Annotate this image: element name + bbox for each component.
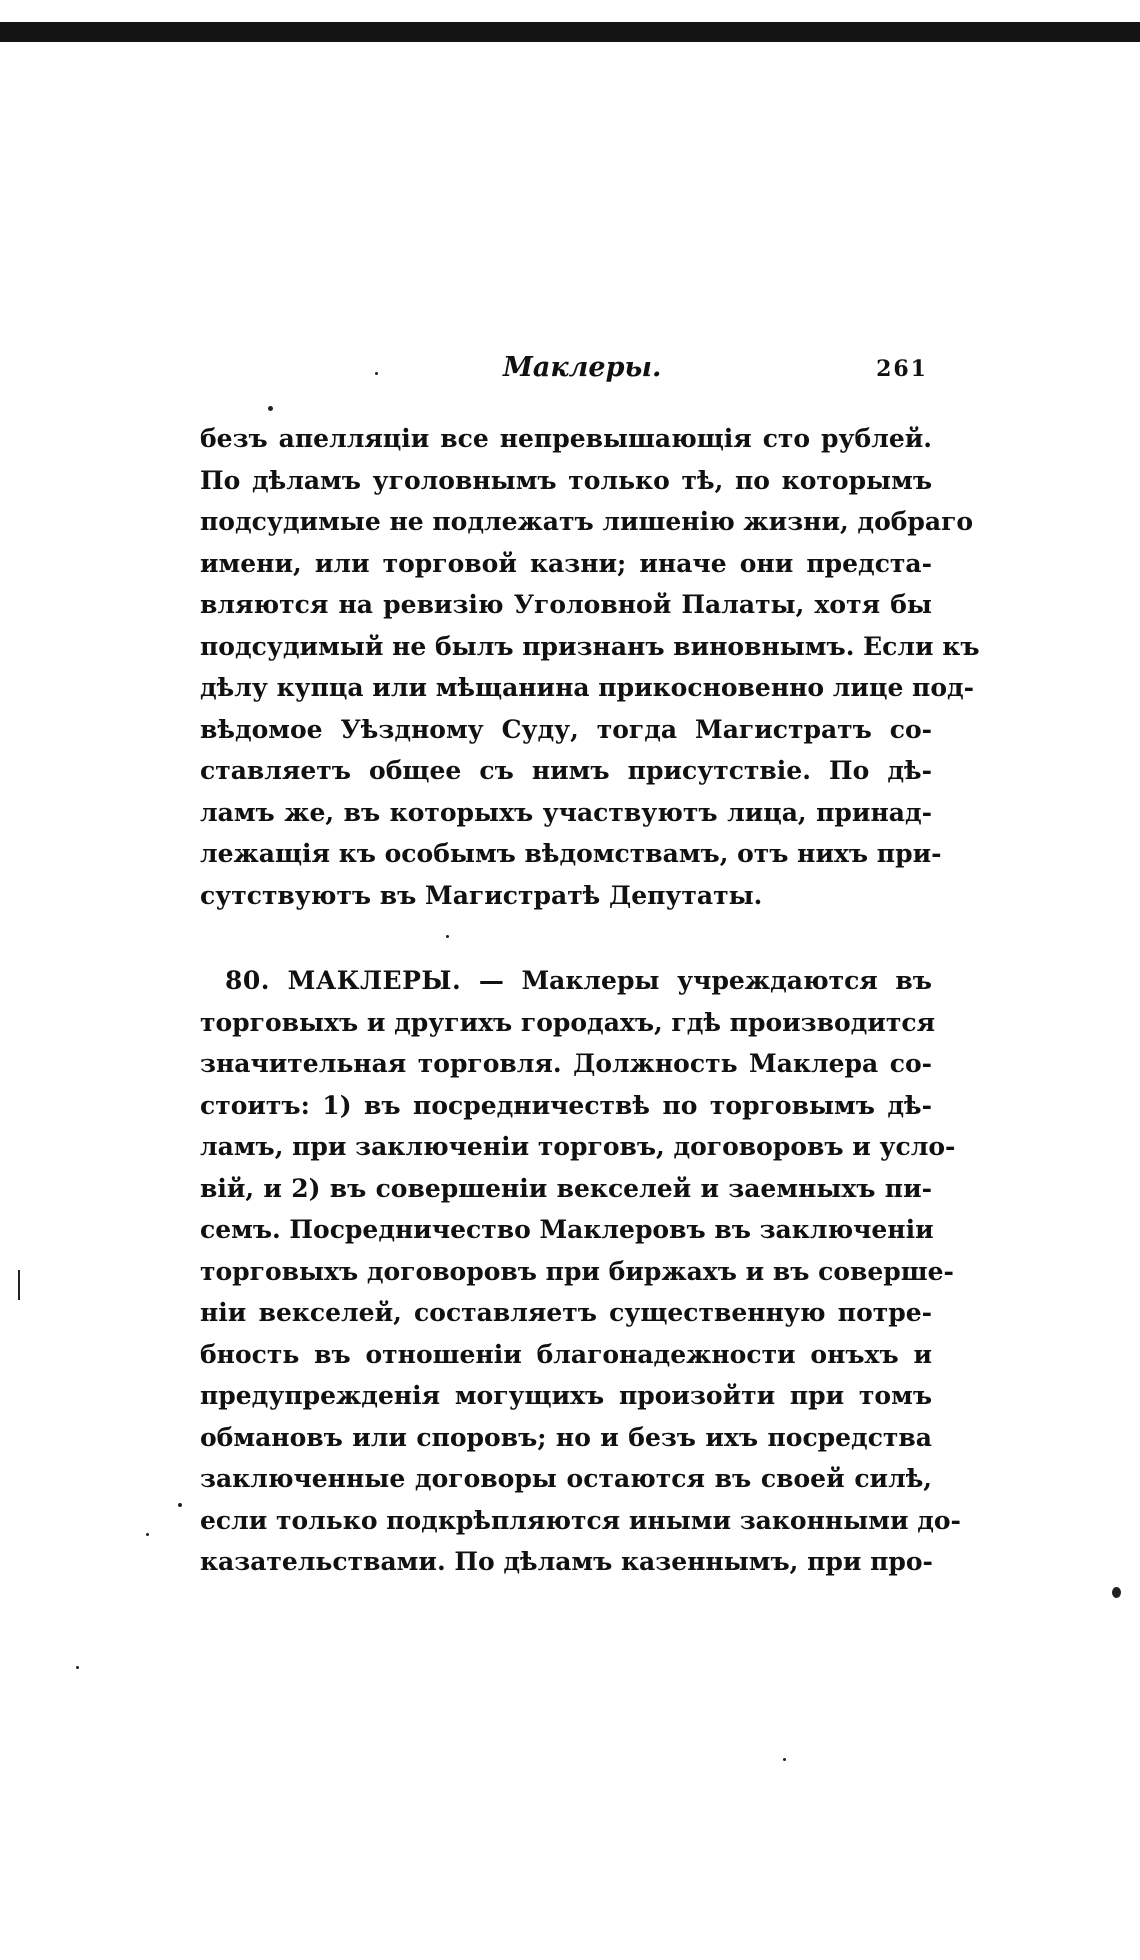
text-line: имени, или торговой казни; иначе они предста- bbox=[200, 548, 932, 578]
running-title: Маклеры. bbox=[503, 352, 662, 383]
text-line: торговыхъ и другихъ городахъ, гдѣ производится bbox=[200, 1007, 936, 1037]
text-line: ламъ же, въ которыхъ участвуютъ лица, принад- bbox=[200, 797, 932, 827]
section-number: 80. bbox=[225, 966, 270, 995]
text-line: сутствуютъ въ Магистратѣ Депутаты. bbox=[200, 880, 763, 910]
text-line: предупрежденія могущихъ произойти при томъ bbox=[200, 1381, 932, 1410]
text-line: казательствами. По дѣламъ казеннымъ, при про- bbox=[200, 1547, 933, 1576]
text-line: подсудимые не подлежатъ лишенію жизни, добраго bbox=[200, 507, 974, 536]
text-line: если только подкрѣпляются иными законными до- bbox=[200, 1505, 961, 1535]
page-header bbox=[200, 352, 940, 392]
section-title: МАКЛЕРЫ. bbox=[287, 966, 462, 995]
text-line: вляются на ревизію Уголовной Палаты, хотя бы bbox=[200, 590, 932, 619]
text-line: вѣдомое Уѣздному Суду, тогда Магистратъ со- bbox=[200, 714, 932, 744]
text-line: заключенные договоры остаются въ своей силѣ, bbox=[200, 1464, 932, 1493]
top-scan-border bbox=[0, 22, 1140, 42]
scan-speck bbox=[268, 406, 273, 411]
page-number: 261 bbox=[876, 356, 928, 382]
text-line: ставляетъ общее съ нимъ присутствіе. По дѣ- bbox=[200, 756, 932, 785]
scan-speck bbox=[375, 372, 378, 375]
scan-speck bbox=[76, 1666, 79, 1669]
text-line: подсудимый не былъ признанъ виновнымъ. Если къ bbox=[200, 631, 980, 661]
scan-speck bbox=[18, 1270, 20, 1300]
text-line: семъ. Посредничество Маклеровъ въ заключеніи bbox=[200, 1215, 934, 1244]
text-line: вій, и 2) въ совершеніи векселей и заемныхъ пи- bbox=[200, 1173, 932, 1203]
text-line: ніи векселей, составляетъ существенную потре- bbox=[200, 1298, 932, 1327]
text-line: торговыхъ договоровъ при биржахъ и въ соверше- bbox=[200, 1256, 954, 1286]
scan-speck bbox=[1112, 1587, 1121, 1598]
scan-speck bbox=[146, 1533, 149, 1536]
text-line: стоитъ: 1) въ посредничествѣ по торговымъ дѣ- bbox=[200, 1090, 932, 1120]
text-line: обмановъ или споровъ; но и безъ ихъ посредства bbox=[200, 1422, 932, 1452]
section-first-line-text: — Маклеры учреждаются въ bbox=[478, 966, 932, 995]
scan-speck bbox=[178, 1503, 182, 1507]
scan-speck bbox=[783, 1758, 786, 1761]
text-line: значительная торговля. Должность Маклера со- bbox=[200, 1049, 932, 1078]
paragraph-courts bbox=[200, 418, 980, 916]
text-line: безъ апелляціи все непревышающія сто рублей. bbox=[200, 424, 932, 453]
text-line: бность въ отношеніи благонадежности онъхъ и bbox=[200, 1339, 932, 1369]
text-line: По дѣламъ уголовнымъ только тѣ, по которымъ bbox=[200, 465, 932, 495]
scan-speck bbox=[446, 935, 449, 938]
text-line: лежащія къ особымъ вѣдомствамъ, отъ нихъ при- bbox=[200, 839, 942, 868]
text-line: ламъ, при заключеніи торговъ, договоровъ и усло- bbox=[200, 1132, 956, 1161]
text-line: дѣлу купца или мѣщанина прикосновенно лице под- bbox=[200, 673, 975, 702]
paragraph-brokers bbox=[200, 960, 961, 1583]
section-first-line bbox=[200, 960, 932, 1002]
